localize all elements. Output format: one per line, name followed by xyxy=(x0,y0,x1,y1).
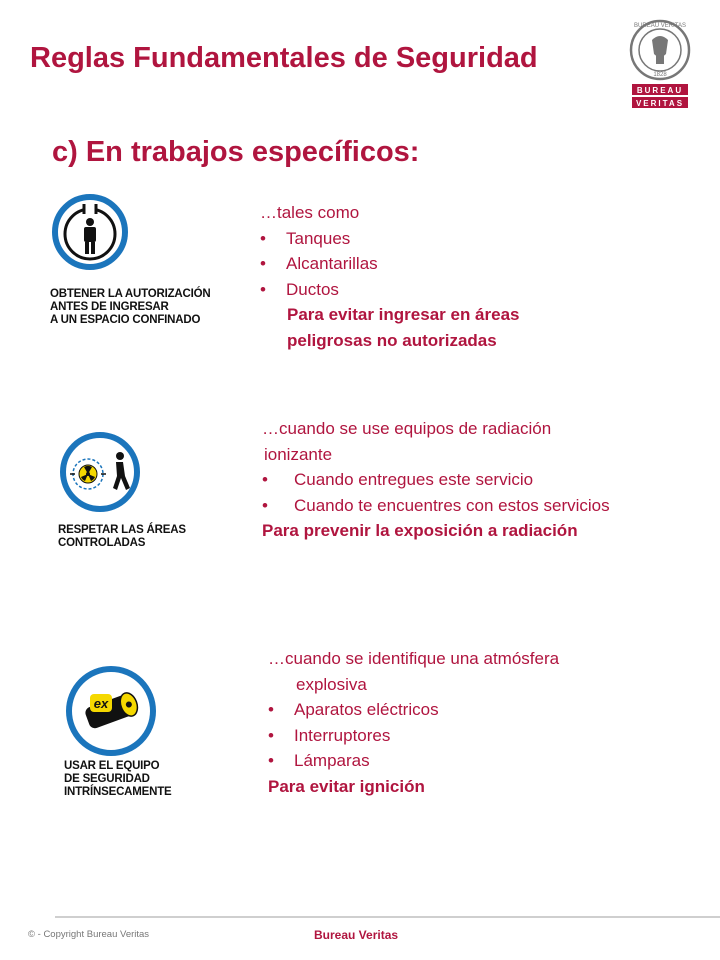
list-item: • Ductos xyxy=(260,277,519,303)
conclusion-text: Para evitar ignición xyxy=(268,776,425,796)
conclusion-text: Para evitar ingresar en áreas xyxy=(287,305,520,324)
list-item: • Lámparas xyxy=(268,748,559,774)
copyright-text: © - Copyright Bureau Veritas xyxy=(28,929,150,940)
list-item: • Tanques xyxy=(260,226,519,252)
footer-divider xyxy=(55,916,720,918)
confined-space-icon xyxy=(50,192,130,272)
logo-top-text: BUREAU VERITAS xyxy=(634,23,686,29)
section-subtitle: c) En trabajos específicos: xyxy=(52,136,420,168)
list-item: • Cuando te encuentres con estos servicios xyxy=(262,493,610,519)
page-title: Reglas Fundamentales de Seguridad xyxy=(30,42,538,74)
conclusion-text: Para prevenir la exposición a radiación xyxy=(262,521,578,540)
footer-brand: Bureau Veritas xyxy=(314,928,399,942)
sign-text-line: A UN ESPACIO CONFINADO xyxy=(50,314,201,326)
radiation-area-icon xyxy=(58,430,142,514)
radiation-area-sign xyxy=(58,430,186,550)
list-item: • Alcantarillas xyxy=(260,251,519,277)
sign-text-line: CONTROLADAS xyxy=(58,537,146,549)
list-item: • Interruptores xyxy=(268,723,559,749)
radiation-text xyxy=(262,416,610,544)
intro-text: …tales como xyxy=(260,203,360,222)
list-item: • Aparatos eléctricos xyxy=(268,697,559,723)
sign-text-line: OBTENER LA AUTORIZACIÓN xyxy=(50,288,211,300)
sign-text-line: USAR EL EQUIPO xyxy=(64,760,160,772)
conclusion-text: peligrosas no autorizadas xyxy=(287,330,497,350)
confined-space-text xyxy=(260,200,519,353)
bureau-veritas-logo xyxy=(624,18,696,110)
intrinsic-safety-text xyxy=(268,646,559,799)
confined-space-sign xyxy=(50,192,210,327)
list-item: • Cuando entregues este servicio xyxy=(262,467,610,493)
intro-text: …cuando se identifique una atmósfera xyxy=(268,649,560,668)
intro-text: ionizante xyxy=(264,444,333,464)
logo-line1: BUREAU xyxy=(636,86,684,95)
ex-badge-text: ex xyxy=(93,696,109,711)
intrinsic-safety-icon xyxy=(64,664,158,758)
intrinsic-safety-sign xyxy=(64,664,172,799)
sign-text-line: RESPETAR LAS ÁREAS xyxy=(58,524,186,536)
logo-line2: VERITAS xyxy=(635,99,685,108)
intro-text: explosiva xyxy=(296,674,367,694)
sign-text-line: INTRÍNSECAMENTE xyxy=(64,786,172,798)
sign-text-line: ANTES DE INGRESAR xyxy=(50,301,169,313)
sign-text-line: DE SEGURIDAD xyxy=(64,773,150,785)
intro-text: …cuando se use equipos de radiación xyxy=(262,419,552,438)
logo-year: 1828 xyxy=(653,72,667,78)
